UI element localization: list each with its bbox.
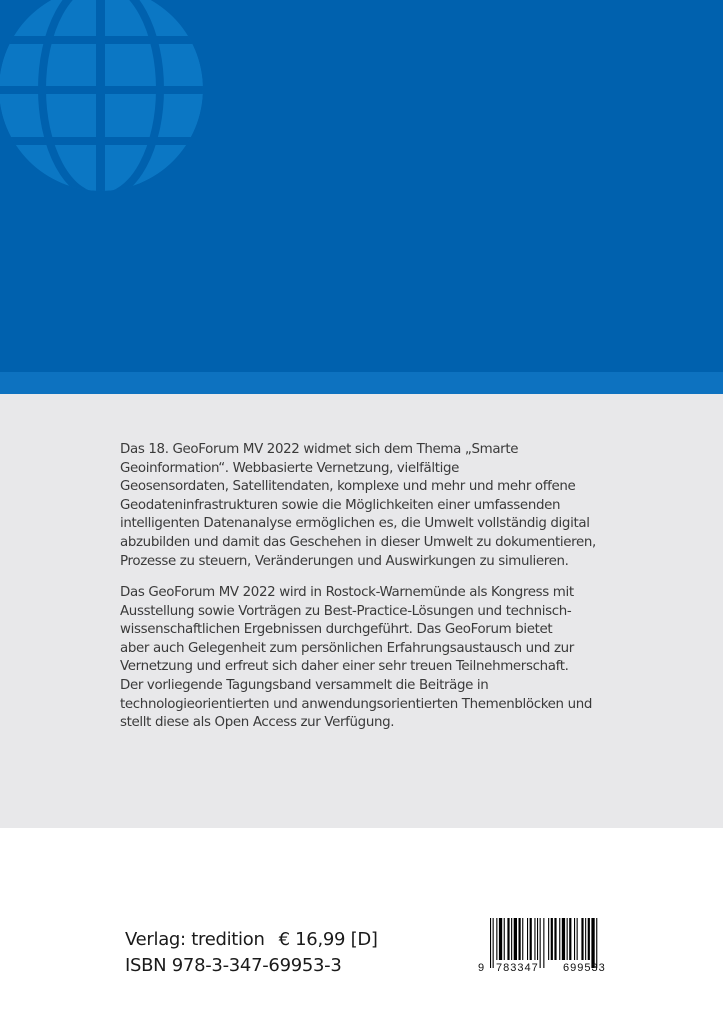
barcode-bar <box>522 918 523 960</box>
barcode-bar <box>493 918 494 968</box>
isbn: ISBN 978-3-347-69953-3 <box>125 955 342 976</box>
barcode-bar <box>490 918 491 968</box>
publisher-label: Verlag: tredition <box>125 929 265 950</box>
barcode-bar <box>585 918 586 960</box>
text-line: Das GeoForum MV 2022 wird in Rostock-Warnemünde als Kongress mit <box>120 585 574 600</box>
barcode-bar <box>543 918 544 968</box>
barcode-left-digits: 783347 <box>496 962 539 974</box>
publisher-info <box>125 927 378 979</box>
description-paragraph-2 <box>120 584 600 733</box>
text-line: stellt diese als Open Access zur Verfügung. <box>120 715 395 731</box>
barcode-bar <box>496 918 497 960</box>
price: € 16,99 [D] <box>278 929 378 950</box>
barcode-bar <box>511 918 512 960</box>
text-line: aber auch Gelegenheit zum persönlichen Erfahrungsaustausch und zur <box>120 640 574 656</box>
barcode-bar <box>577 918 578 960</box>
barcode-bar <box>507 918 509 960</box>
text-line: Geosensordaten, Satellitendaten, komplexe und mehr und mehr offene <box>120 479 576 495</box>
globe-icon <box>0 0 230 200</box>
barcode-bar <box>504 918 505 960</box>
barcode <box>478 918 628 978</box>
barcode-bar <box>514 918 517 960</box>
barcode-bar <box>581 918 583 960</box>
barcode-bar <box>519 918 521 960</box>
text-line: Das 18. GeoForum MV 2022 widmet sich dem Thema „Smarte <box>120 442 519 457</box>
barcode-bar <box>499 918 502 960</box>
text-line: Ausstellung sowie Vorträgen zu Best-Practice-Lösungen und technisch- <box>120 603 572 619</box>
cover-top-band <box>0 0 723 372</box>
description-paragraph-1 <box>120 441 600 571</box>
accent-stripe <box>0 372 723 394</box>
text-line: technologieorientierten und anwendungsorientierten Themenblöcken und <box>120 696 593 712</box>
barcode-bar <box>548 918 549 960</box>
barcode-right-digits: 699533 <box>563 962 606 974</box>
text-line: wissenschaftlichen Ergebnissen durchgeführt. Das GeoForum bietet <box>120 622 553 638</box>
barcode-bar <box>530 918 532 960</box>
barcode-bar <box>574 918 575 960</box>
barcode-bar <box>540 918 541 968</box>
text-line: Vernetzung und erfreut sich daher einer sehr treuen Teilnehmerschaft. <box>120 659 569 675</box>
barcode-bar <box>569 918 571 960</box>
barcode-bar <box>534 918 535 960</box>
barcode-bar <box>559 918 560 960</box>
barcode-bar <box>591 918 594 968</box>
barcode-bar <box>537 918 538 960</box>
barcode-bar <box>554 918 556 960</box>
barcode-lead-digit: 9 <box>478 962 485 974</box>
text-line: intelligenten Datenanalyse ermöglichen es, die Umwelt vollständig digital <box>120 516 590 532</box>
barcode-bar <box>562 918 565 960</box>
text-line: Prozesse zu steuern, Veränderungen und Auswirkungen zu simulieren. <box>120 553 569 569</box>
barcode-bar <box>551 918 553 960</box>
barcode-bar <box>567 918 568 960</box>
text-line: abzubilden und damit das Geschehen in dieser Umwelt zu dokumentieren, <box>120 534 596 550</box>
barcode-bar <box>527 918 528 960</box>
text-line: Geodateninfrastrukturen sowie die Möglichkeiten einer umfassenden <box>120 497 561 513</box>
text-line: Der vorliegende Tagungsband versammelt die Beiträge in <box>120 677 489 693</box>
barcode-bar <box>596 918 597 968</box>
barcode-bar <box>588 918 590 960</box>
text-line: Geoinformation“. Webbasierte Vernetzung, vielfältige <box>120 460 460 476</box>
